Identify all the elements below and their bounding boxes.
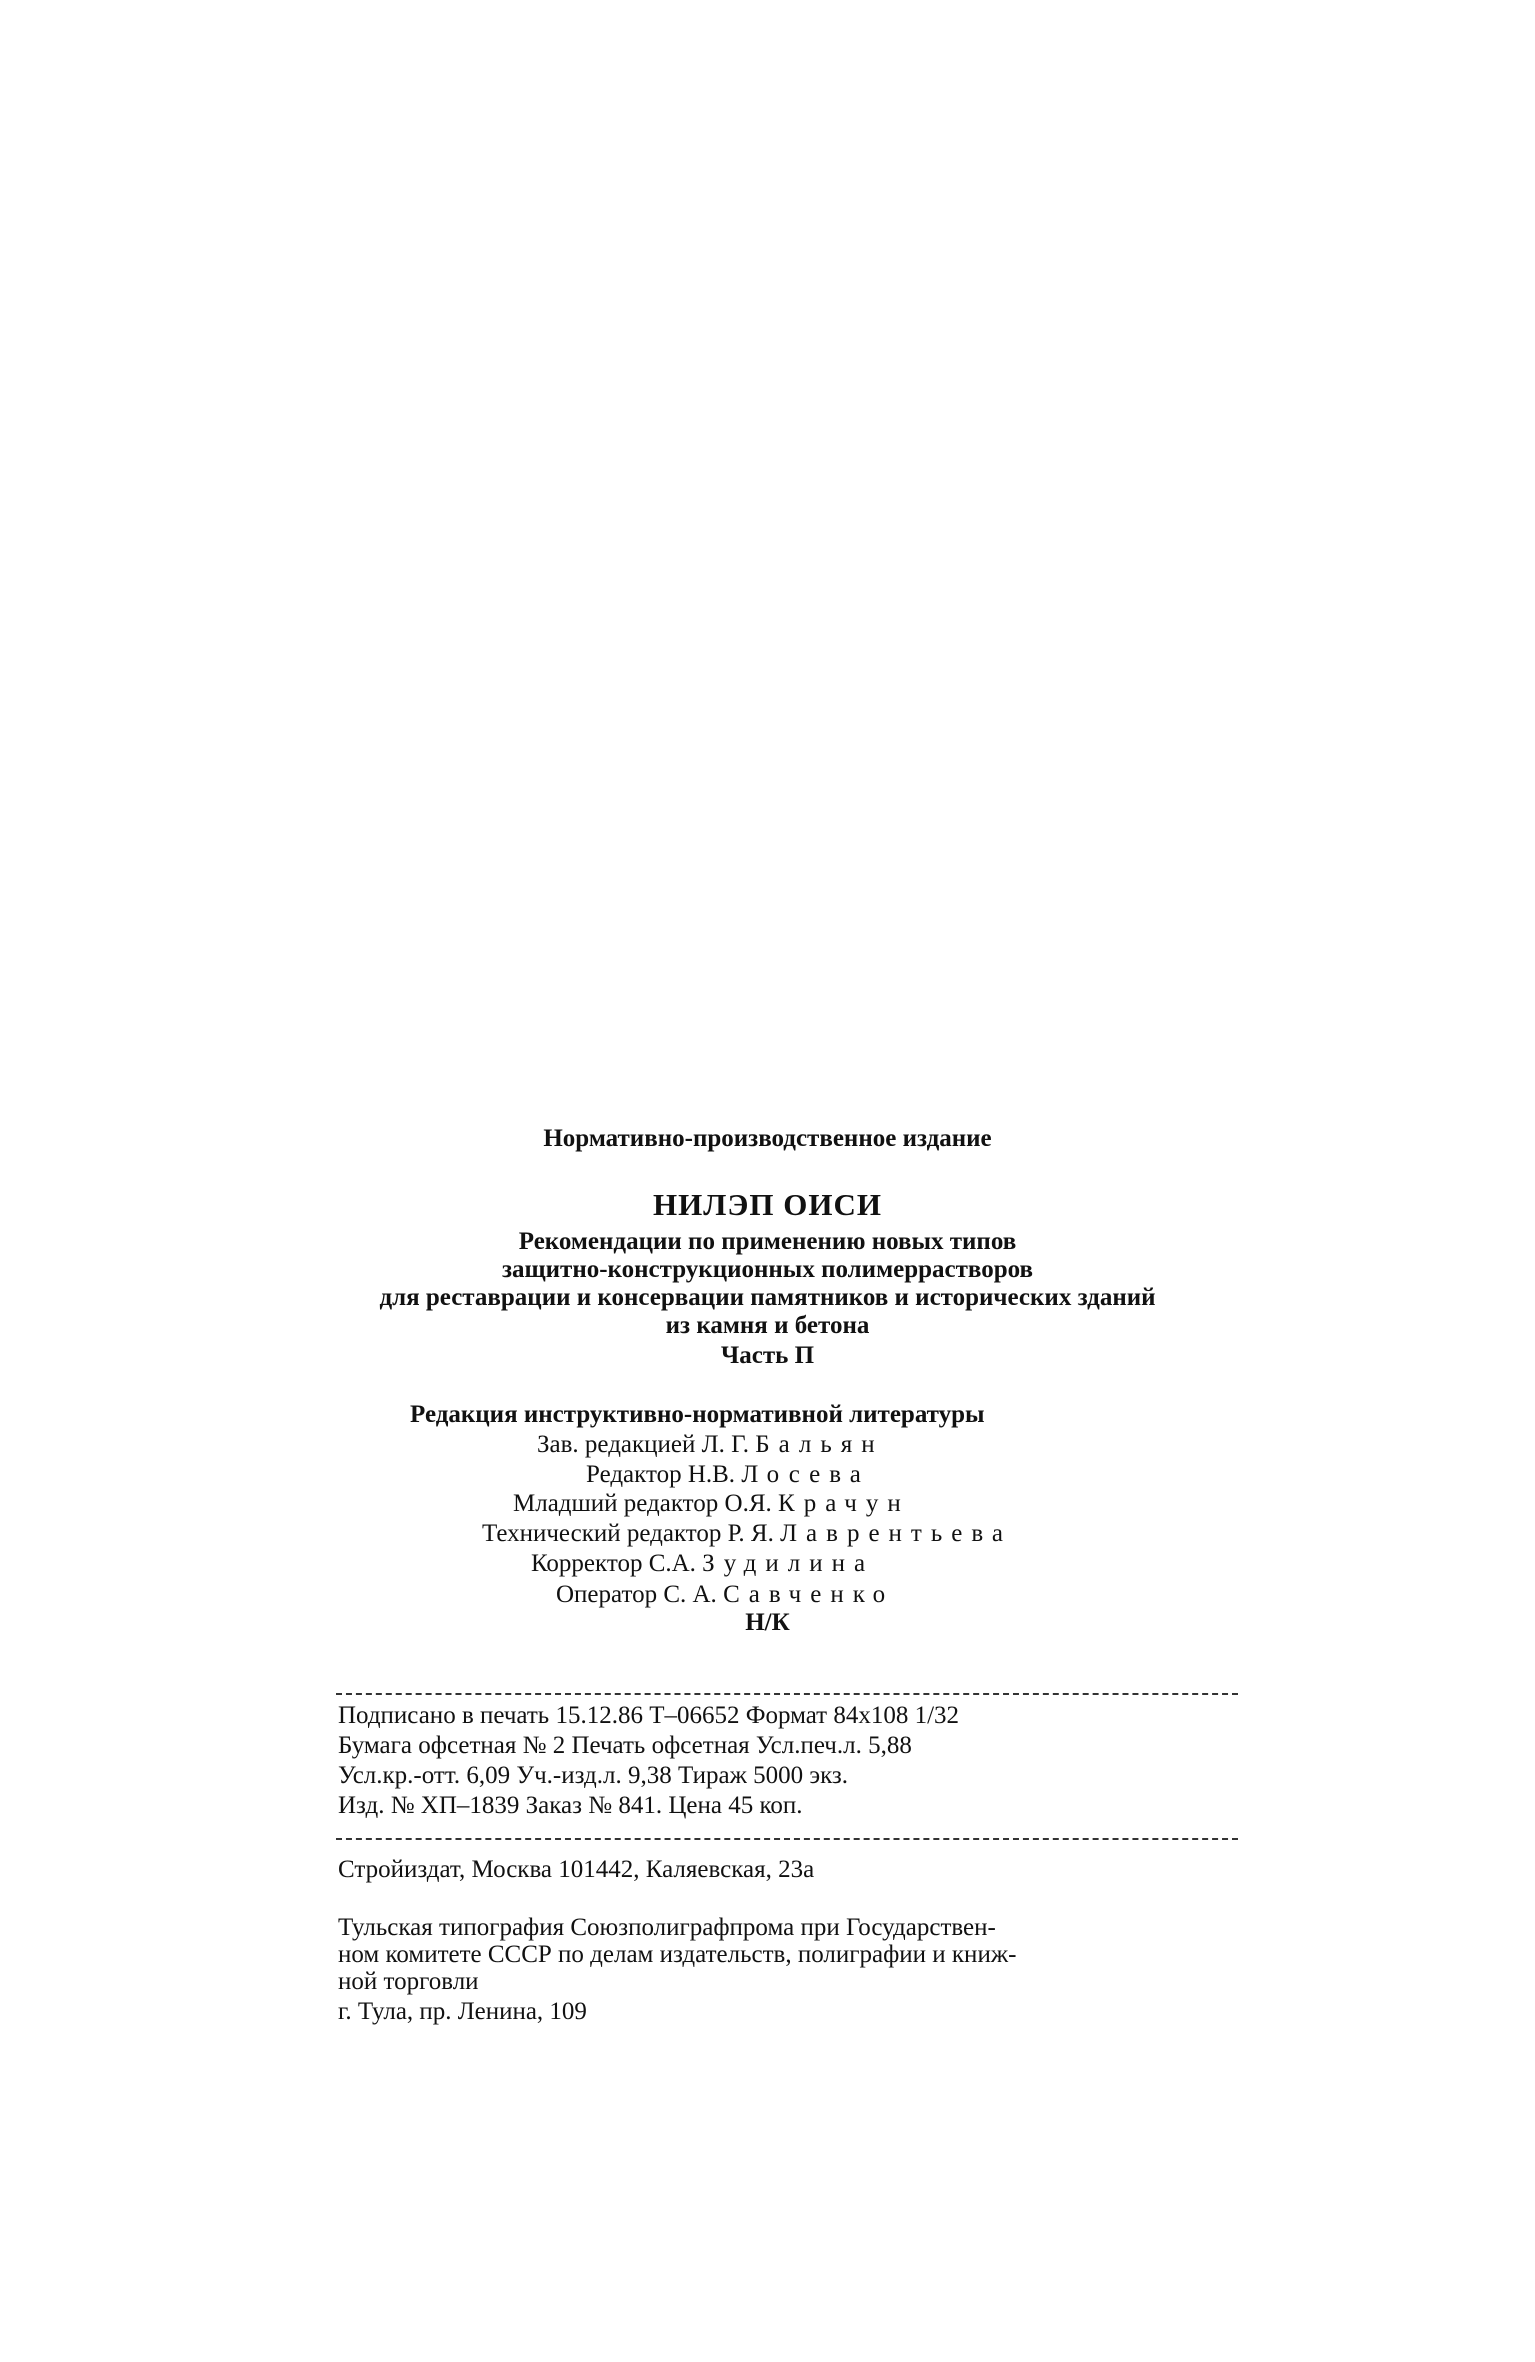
corrector — [531, 1550, 874, 1578]
corrector-name: Зудилина — [702, 1550, 875, 1577]
printer-line-1: Тульская типография Союзполиграфпрома при Государствен- — [338, 1914, 996, 1941]
operator-name: Савченко — [723, 1581, 895, 1608]
printer-line-3: ной торговли — [338, 1968, 479, 1995]
imprint-line-4: Изд. № ХП–1839 Заказ № 841. Цена 45 коп. — [338, 1792, 803, 1819]
editorial-office: Редакция инструктивно-нормативной литературы — [410, 1401, 985, 1428]
editor-name: Лосева — [741, 1461, 870, 1488]
technical-editor-label: Технический редактор Р. Я. — [482, 1520, 774, 1547]
editor — [586, 1461, 870, 1489]
subtitle-line-4: из камня и бетона — [665, 1312, 870, 1339]
junior-editor-label: Младший редактор О.Я. — [513, 1490, 772, 1517]
subtitle-line-1: Рекомендации по применению новых типов — [518, 1228, 1017, 1255]
printer-line-2: ном комитете СССР по делам издательств, полиграфии и книж- — [338, 1941, 1017, 1968]
part-number: Часть П — [720, 1342, 815, 1369]
subtitle-line-2: защитно-конструкционных полимеррастворов — [501, 1256, 1034, 1283]
publisher-address: Стройиздат, Москва 101442, Каляевская, 23а — [338, 1856, 815, 1883]
head-label: Зав. редакцией Л. Г. — [537, 1431, 749, 1458]
operator — [556, 1581, 894, 1609]
imprint-line-3: Усл.кр.-отт. 6,09 Уч.-изд.л. 9,38 Тираж 5000 экз. — [338, 1762, 849, 1789]
book-title: НИЛЭП ОИСИ — [653, 1187, 882, 1222]
head-name: Бальян — [755, 1431, 884, 1458]
printer-address: г. Тула, пр. Ленина, 109 — [338, 1998, 587, 2025]
divider-bottom — [336, 1838, 1238, 1840]
operator-label: Оператор С. А. — [556, 1581, 717, 1608]
divider-top — [336, 1693, 1238, 1695]
head-of-office — [537, 1431, 884, 1459]
technical-editor — [482, 1520, 1012, 1548]
subtitle-line-3: для реставрации и консервации памятников и исторических зданий — [379, 1284, 1156, 1311]
junior-editor-name: Крачун — [778, 1490, 910, 1517]
imprint-line-2: Бумага офсетная № 2 Печать офсетная Усл.печ.л. 5,88 — [338, 1732, 912, 1759]
edition-type: Нормативно-производственное издание — [543, 1125, 992, 1152]
technical-editor-name: Лаврентьева — [780, 1520, 1012, 1547]
editor-label: Редактор Н.В. — [586, 1461, 736, 1488]
corrector-label: Корректор С.А. — [531, 1550, 696, 1577]
catalog-code: Н/К — [745, 1609, 790, 1636]
junior-editor — [513, 1490, 910, 1518]
imprint-line-1: Подписано в печать 15.12.86 Т–06652 Формат 84х108 1/32 — [338, 1702, 960, 1729]
